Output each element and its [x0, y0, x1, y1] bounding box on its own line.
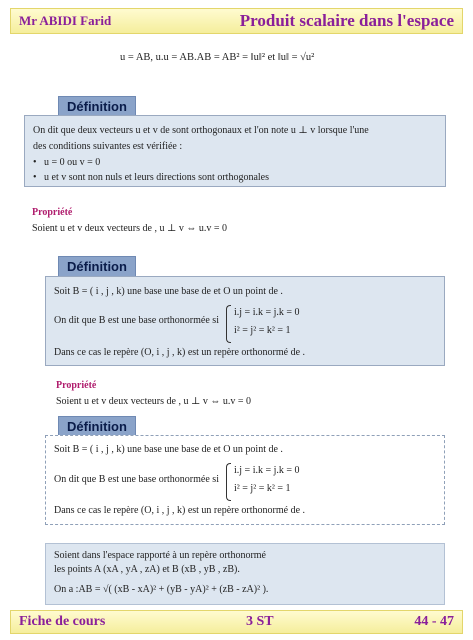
- definition-box-3: [45, 435, 445, 525]
- footer-page: 44 - 47: [414, 614, 454, 629]
- definition-label-3: Définition: [58, 416, 136, 437]
- author-name: Mr ABIDI Farid: [19, 13, 112, 28]
- footer-center: 3 ST: [246, 614, 274, 629]
- property-label-1: Propriété: [32, 207, 73, 218]
- def1-bullet1: • u = 0 ou v = 0: [33, 157, 101, 168]
- property-label-2: Propriété: [56, 380, 97, 391]
- definition-label-2: Définition: [58, 256, 136, 277]
- definition-box-1: [24, 115, 446, 187]
- def2-sys1: i.j = i.k = j.k = 0: [234, 307, 300, 318]
- def3-line1: Soit B = ( i , j , k) une base une base de et O un point de .: [54, 444, 283, 455]
- def3-line2: On dit que B est une base orthonormée si: [54, 474, 219, 485]
- definition-label-1: Définition: [58, 96, 136, 117]
- def2-brace: [226, 305, 231, 343]
- def1-bullet1-text: u = 0 ou v = 0: [44, 157, 101, 168]
- def2-line1: Soit B = ( i , j , k) une base une base de et O un point de .: [54, 286, 283, 297]
- page-header: [10, 8, 463, 34]
- def3-brace: [226, 463, 231, 501]
- dist-line3: On a :AB = √( (xB - xA)² + (yB - yA)² + (zB - zA)² ).: [54, 584, 269, 595]
- def1-bullet2: • u et v sont non nuls et leurs directions sont orthogonales: [33, 172, 269, 183]
- def3-sys2: i² = j² = k² = 1: [234, 483, 291, 494]
- def2-sys2: i² = j² = k² = 1: [234, 325, 291, 336]
- dist-line2: les points A (xA , yA , zA) et B (xB , yB , zB).: [54, 564, 240, 575]
- footer-left: Fiche de cours: [19, 614, 106, 629]
- def1-line1: On dit que deux vecteurs u et v de sont orthogonaux et l'on note u ⊥ v lorsque l'une: [33, 125, 369, 136]
- top-formula: u = AB, u.u = AB.AB = AB² = ‖u‖² et ‖u‖ = √u²: [120, 52, 315, 63]
- page-footer: [10, 610, 463, 634]
- page-title: Produit scalaire dans l'espace: [239, 11, 454, 30]
- def1-bullet2-text: u et v sont non nuls et leurs directions sont orthogonales: [44, 172, 269, 183]
- dist-line1: Soient dans l'espace rapporté à un repère orthonormé: [54, 550, 266, 561]
- definition-box-2: [45, 276, 445, 366]
- property-text-2: Soient u et v deux vecteurs de , u ⊥ v ⇔ u.v = 0: [56, 396, 252, 407]
- def2-line2: On dit que B est une base orthonormée si: [54, 315, 219, 326]
- property-text-1: Soient u et v deux vecteurs de , u ⊥ v ⇔ u.v = 0: [32, 223, 228, 234]
- def2-line3: Dans ce cas le repère (O, i , j , k) est un repère orthonormé de .: [54, 347, 306, 358]
- def3-line3: Dans ce cas le repère (O, i , j , k) est un repère orthonormé de .: [54, 505, 306, 516]
- def1-line2: des conditions suivantes est vérifiée :: [33, 141, 183, 152]
- distance-box: [45, 543, 445, 605]
- def3-sys1: i.j = i.k = j.k = 0: [234, 465, 300, 476]
